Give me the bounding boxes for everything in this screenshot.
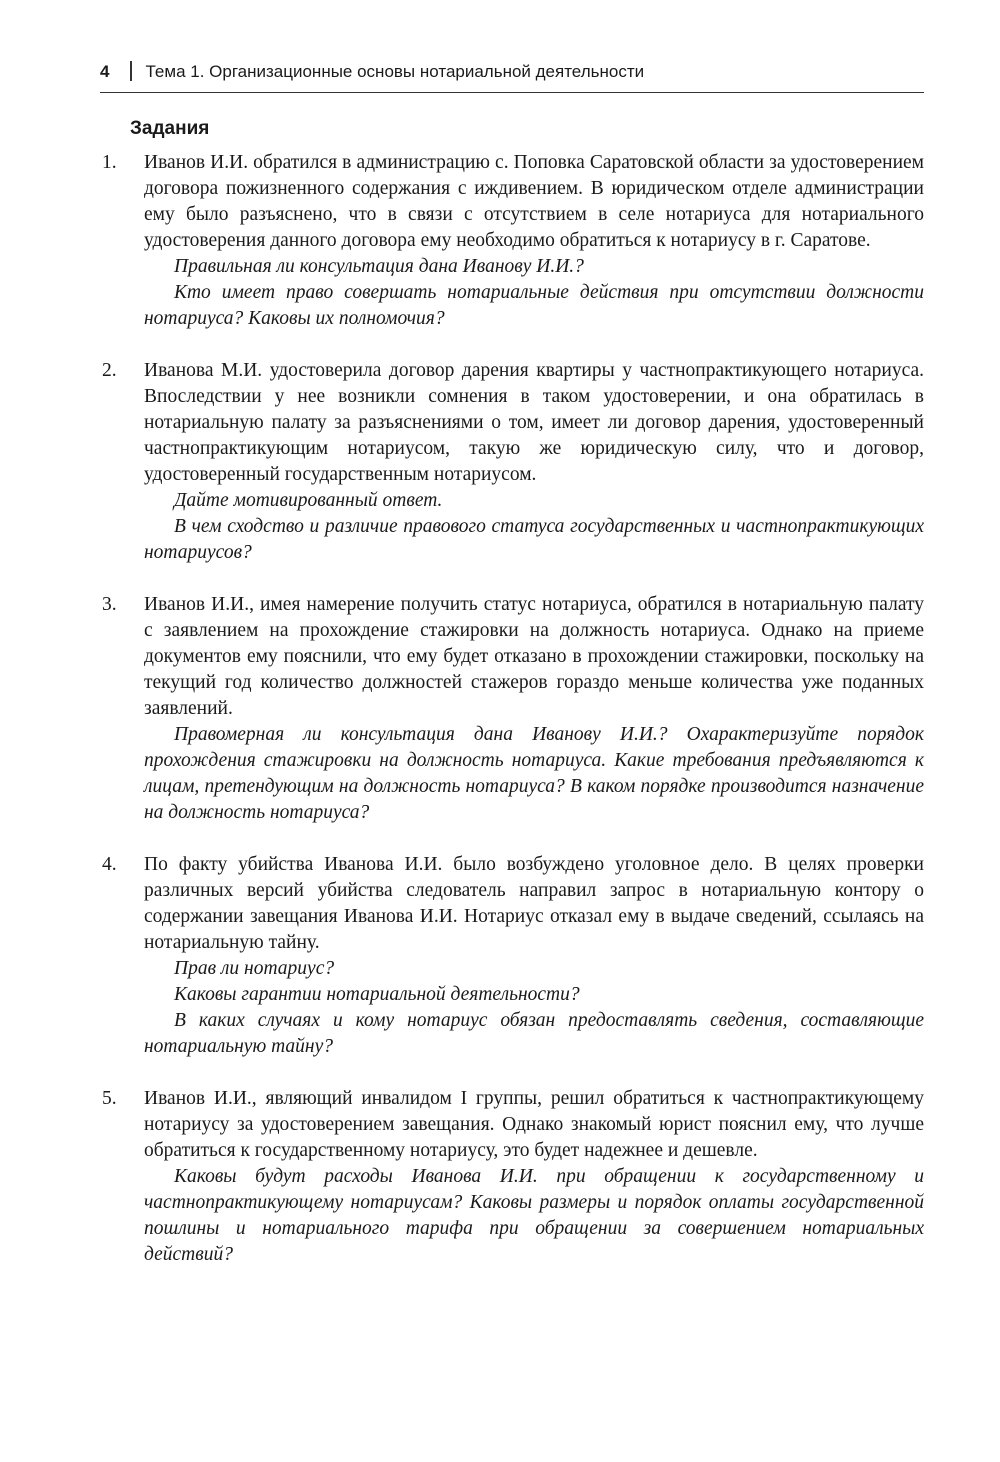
task-question: Дайте мотивированный ответ. <box>174 490 443 511</box>
task-text: Иванова М.И. удостоверила договор дарения квартиры у частнопрактикующего нотариуса. Впоследствии у нее возникли сомнения в таком удостоверении, и она обратилась в нотариальную палату за разъяснениями о том, имеет ли договор дарения, удостоверенный частнопрактикующим нотариусом, такую же юридическую силу, что и договор, удостоверенный государственным нотариусом. <box>144 360 924 485</box>
header-separator <box>130 61 132 81</box>
task-3 <box>102 592 924 826</box>
task-number: 3. <box>102 594 117 615</box>
task-question: Прав ли нотариус? <box>174 958 335 979</box>
task-list <box>102 150 924 1294</box>
page-number: 4 <box>100 62 110 81</box>
section-title: Задания <box>130 118 210 139</box>
task-2 <box>102 358 924 566</box>
task-question: Правомерная ли консультация дана Иванову И.И.? Охарактеризуйте порядок прохождения стажировки на должность нотариуса. Какие требования предъявляются к лицам, претендующим на должность нотариуса? В каком порядке производится назначение на должность нотариуса? <box>144 724 924 823</box>
task-question: Каковы будут расходы Иванова И.И. при обращении к государственному и частнопрактикующему нотариусам? Каковы размеры и порядок оплаты государственной пошлины и нотариального тарифа при обращении за совершением нотариальных действий? <box>144 1166 924 1265</box>
task-number: 4. <box>102 854 117 875</box>
task-1 <box>102 150 924 332</box>
task-text: Иванов И.И., являющий инвалидом I группы, решил обратиться к частнопрактикующему нотариусу за удостоверением завещания. Однако знакомый юрист пояснил ему, что лучше обратиться к государственному нотариусу, это будет надежнее и дешевле. <box>144 1088 924 1161</box>
task-4 <box>102 852 924 1060</box>
running-header <box>100 58 924 93</box>
task-question: В чем сходство и различие правового статуса государственных и частнопрактикующих нотариусов? <box>144 516 924 563</box>
task-number: 1. <box>102 152 117 173</box>
chapter-title: Тема 1. Организационные основы нотариальной деятельности <box>145 62 645 81</box>
task-number: 2. <box>102 360 117 381</box>
task-5 <box>102 1086 924 1268</box>
task-question: Каковы гарантии нотариальной деятельности? <box>174 984 580 1005</box>
task-question: В каких случаях и кому нотариус обязан предоставлять сведения, составляющие нотариальную тайну? <box>144 1010 924 1057</box>
task-text: Иванов И.И., имея намерение получить статус нотариуса, обратился в нотариальную палату с заявлением на прохождение стажировки на должность нотариуса. Однако на приеме документов ему пояснили, что ему будет отказано в прохождении стажировки, поскольку на текущий год количество должностей стажеров гораздо меньше количества уже поданных заявлений. <box>144 594 924 719</box>
task-number: 5. <box>102 1088 117 1109</box>
task-text: Иванов И.И. обратился в администрацию с. Поповка Саратовской области за удостоверением договора пожизненного содержания с иждивением. В юридическом отделе администрации ему было разъяснено, что в связи с отсутствием в селе нотариуса для нотариального удостоверения данного договора ему необходимо обратиться к нотариусу в г. Саратове. <box>144 152 924 251</box>
task-question: Правильная ли консультация дана Иванову И.И.? <box>174 256 584 277</box>
task-text: По факту убийства Иванова И.И. было возбуждено уголовное дело. В целях проверки различных версий убийства следователь направил запрос в нотариальную контору о содержании завещания Иванова И.И. Нотариус отказал ему в выдаче сведений, ссылаясь на нотариальную тайну. <box>144 854 924 953</box>
task-question: Кто имеет право совершать нотариальные действия при отсутствии должности нотариуса? Каковы их полномочия? <box>144 282 924 329</box>
